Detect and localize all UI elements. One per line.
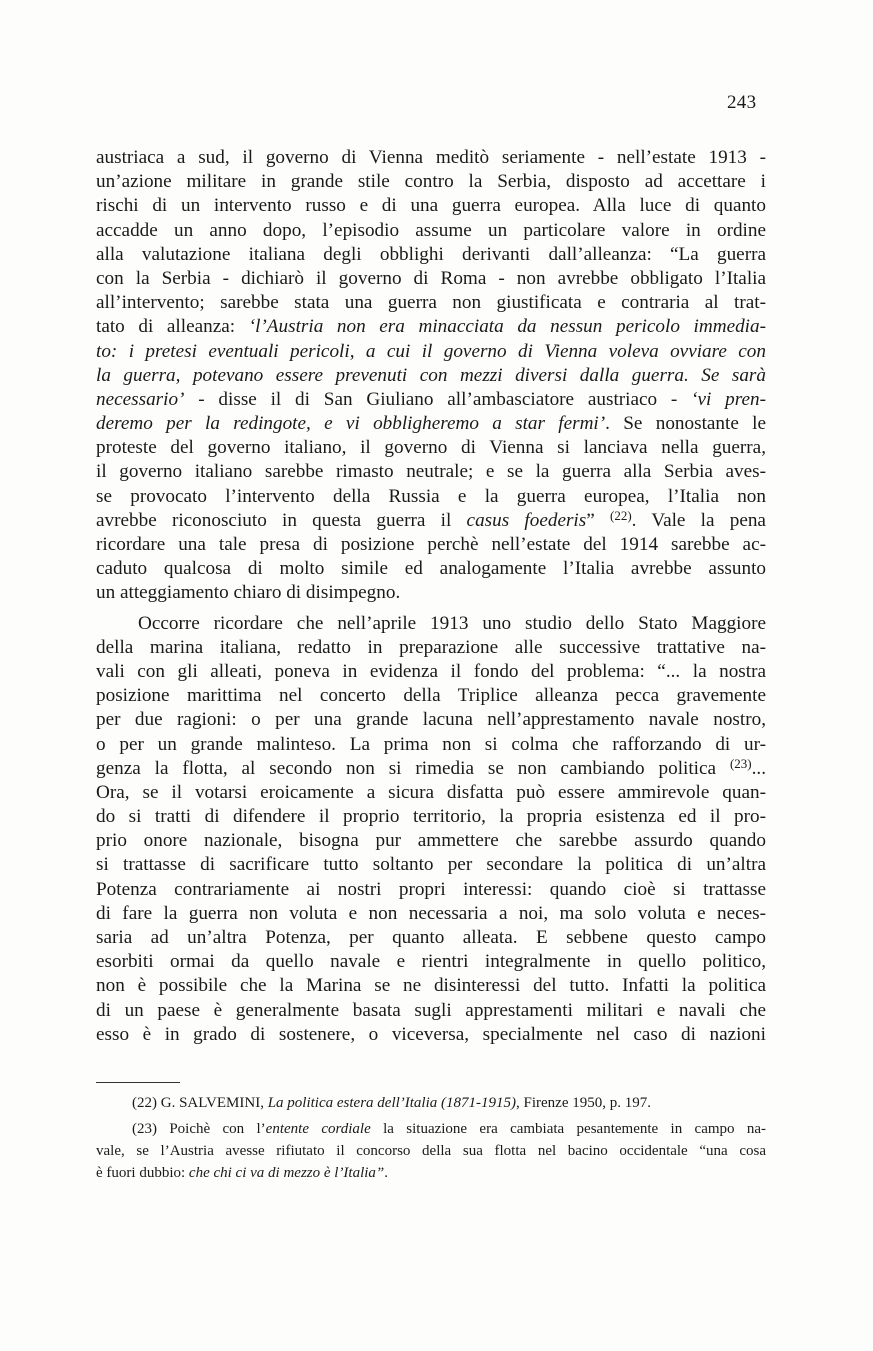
text-line: vali con gli alleati, poneva in evidenza il fondo del problema: “... la nostra <box>96 660 766 682</box>
quote-italic: deremo per la redingote, e vi obbligheremo a star fermi’ <box>96 413 606 435</box>
quote-italic: necessario’ <box>96 388 185 410</box>
footnote-divider <box>96 1082 180 1083</box>
latin-term: casus foederis <box>466 509 587 531</box>
quote-line: la guerra, potevano essere prevenuti con mezzi diversi dalla guerra. Se sarà <box>96 364 766 386</box>
text-line: rischi di un intervento russo e di una guerra europea. Alla luce di quanto <box>96 195 766 217</box>
text-segment: - disse il di San Giuliano all’ambasciatore austriaco - <box>184 388 692 410</box>
text-line <box>96 509 766 533</box>
footnote-ref-22: (22) <box>609 507 632 523</box>
footnote-ref-23: (23) <box>729 755 752 771</box>
text-line: saria ad un’altra Potenza, per quanto alleata. E sebbene questo campo <box>96 927 766 948</box>
text-line: un’azione militare in grande stile contro la Serbia, disposto ad accettare i <box>96 171 766 193</box>
text-line: caduto qualcosa di molto simile ed analogamente l’Italia avrebbe assunto <box>96 558 766 580</box>
text-line <box>96 412 766 436</box>
quote-line: to: i pretesi eventuali pericoli, a cui il governo di Vienna voleva ovviare con <box>96 340 766 362</box>
text-segment: (23) Poichè con l’ <box>132 1121 266 1137</box>
text-segment: (22) G. SALVEMINI, <box>132 1095 268 1111</box>
text-segment: ... <box>751 757 766 779</box>
text-line: non è possibile che la Marina se ne disinteressi del tutto. Infatti la politica <box>96 975 766 997</box>
text-line: esso è in grado di sostenere, o viceversa, specialmente nel caso di nazioni <box>96 1023 766 1045</box>
text-segment: ” <box>586 509 610 531</box>
text-segment: . Se nonostante le <box>605 413 766 435</box>
text-segment: tato di alleanza: <box>96 316 249 338</box>
text-line: Occorre ricordare che nell’aprile 1913 uno studio dello Stato Maggiore <box>138 612 766 634</box>
text-segment: genza la flotta, al secondo non si rimedia se non cambiando politica <box>96 757 730 779</box>
text-line: o per un grande malinteso. La prima non si colma che rafforzando di ur- <box>96 733 766 755</box>
text-line <box>96 315 766 339</box>
text-line: prio onore nazionale, bisogna pur ammettere che sarebbe assurdo quando <box>96 830 766 852</box>
text-segment: . Vale la pena <box>631 509 766 531</box>
text-line: proteste del governo italiano, il governo di Vienna si lanciava nella guerra, <box>96 437 766 459</box>
page-number: 243 <box>727 92 757 113</box>
text-line: un atteggiamento chiaro di disimpegno. <box>96 582 401 604</box>
text-line: posizione marittima nel concerto della Triplice alleanza pecca gravemente <box>96 685 766 707</box>
footnote-22 <box>108 1092 766 1114</box>
text-line: accadde un anno dopo, l’episodio assume un particolare valore in ordine <box>96 219 766 241</box>
text-segment: , Firenze 1950, p. 197. <box>516 1095 651 1111</box>
quote-italic: ‘l’Austria non era minacciata da nessun pericolo immedia- <box>248 316 766 338</box>
text-line <box>96 757 766 781</box>
text-line: austriaca a sud, il governo di Vienna meditò seriamente - nell’estate 1913 - <box>96 147 766 168</box>
footnotes <box>96 1092 767 1184</box>
text-line: Potenza contrariamente ai nostri propri interessi: quando cioè si trattasse <box>96 878 766 900</box>
text-line: all’intervento; sarebbe stata una guerra non giustificata e contraria al trat- <box>96 292 766 314</box>
main-text <box>96 146 766 1047</box>
text-line: ricordare una tale presa di posizione perchè nell’estate del 1914 sarebbe ac- <box>96 534 766 555</box>
text-line: alla valutazione italiana degli obblighi derivanti dall’alleanza: “La guerra <box>96 243 766 265</box>
footnote-23-line <box>96 1162 766 1184</box>
text-line: per due ragioni: o per una grande lacuna nell’apprestamento navale nostro, <box>96 709 766 731</box>
text-line: do si tratti di difendere il proprio territorio, la propria esistenza ed il pro- <box>96 806 766 828</box>
text-line: della marina italiana, redatto in preparazione alle successive trattative na- <box>96 636 766 658</box>
footnote-23-line: vale, se l’Austria avesse rifiutato il concorso della sua flotta nel bacino occidentale “una cosa <box>96 1143 766 1159</box>
text-segment: è fuori dubbio: <box>96 1165 189 1181</box>
footnote-23 <box>108 1118 766 1140</box>
text-line: il governo italiano sarebbe rimasto neutrale; e se la guerra alla Serbia aves- <box>96 461 766 483</box>
book-title: La politica estera dell’Italia (1871-1915) <box>267 1095 517 1111</box>
text-line: con la Serbia - dichiarò il governo di Roma - non avrebbe obbligato l’Italia <box>96 267 766 289</box>
text-line: esorbiti ormai da quello navale e rientri integralmente in quello politico, <box>96 951 766 973</box>
italic-quote: che chi ci va di mezzo è l’Italia” <box>188 1165 385 1181</box>
italic-term: entente cordiale <box>265 1121 371 1137</box>
text-segment: avrebbe riconosciuto in questa guerra il <box>96 509 467 531</box>
text-line: se provocato l’intervento della Russia e la guerra europea, l’Italia non <box>96 485 766 507</box>
text-line: di un paese è generalmente basata sugli apprestamenti militari e navali che <box>96 999 766 1021</box>
text-line: di fare la guerra non voluta e non necessaria a noi, ma solo voluta e neces- <box>96 902 766 924</box>
text-segment: la situazione era cambiata pesantemente in campo na- <box>370 1121 767 1137</box>
quote-italic: ‘vi pren- <box>691 388 766 410</box>
text-segment: . <box>384 1165 389 1181</box>
text-line <box>96 388 766 412</box>
text-line: Ora, se il votarsi eroicamente a sicura disfatta può essere ammirevole quan- <box>96 781 766 803</box>
text-line: si trattasse di sacrificare tutto soltanto per secondare la politica di un’altra <box>96 854 766 876</box>
